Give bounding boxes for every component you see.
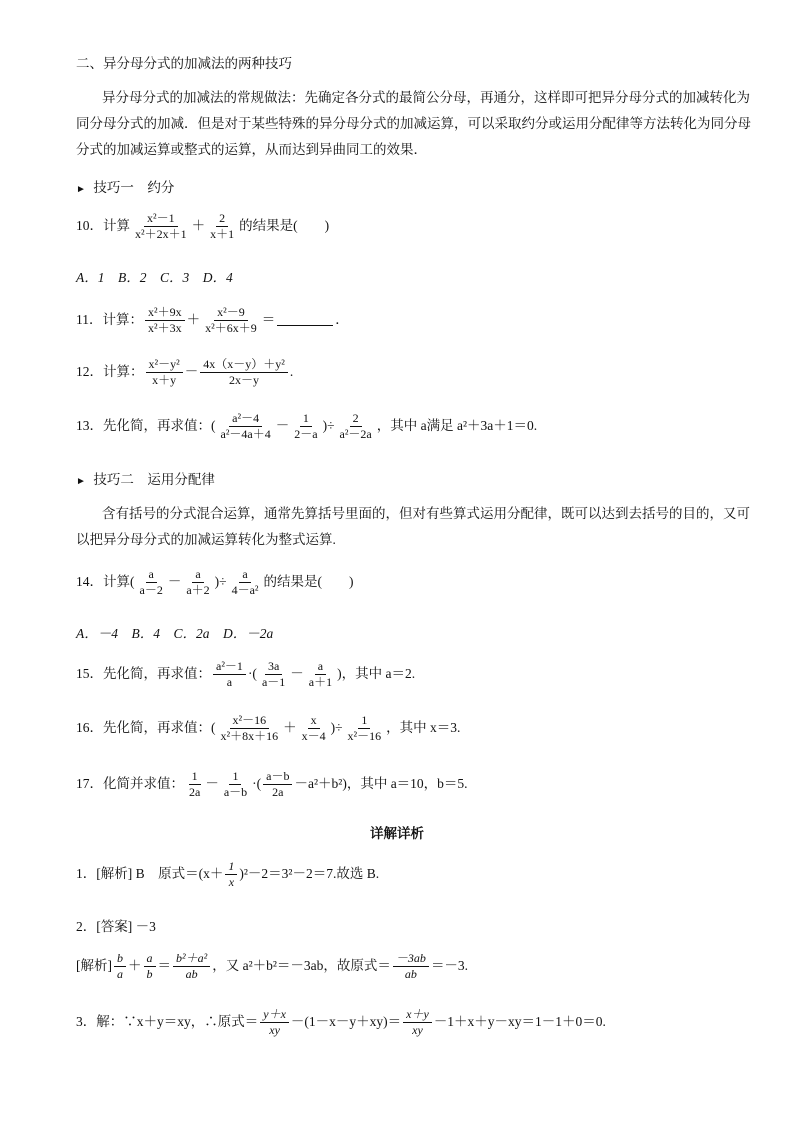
q17-f2-denominator: a－b — [223, 785, 248, 800]
triangle-bullet-icon: ► — [76, 184, 86, 195]
dist-line-1: 含有括号的分式混合运算，通常先算括号里面的，但对有些算式运用分配律，既可以达到去括号的目的，又可 — [102, 506, 750, 521]
q12-f2-numerator: 4x（x－y）＋y² — [200, 358, 288, 373]
q16-divide: )÷ — [330, 720, 343, 736]
a2b-operator: ＋ — [128, 958, 142, 974]
q11-fraction-1 — [145, 306, 185, 336]
q16-fraction-2 — [299, 714, 329, 744]
a3-prefix: 3．解：∵x＋y＝xy，∴原式＝ — [76, 1014, 259, 1030]
intro-line-1: 异分母分式的加减法的常规做法：先确定各分式的最简公分母，再通分，这样即可把异分母分式的加减转化为 — [102, 90, 750, 105]
q11-answer-blank — [277, 325, 333, 326]
answer-2 — [76, 915, 794, 935]
a3-f1-denominator: xy — [269, 1023, 280, 1038]
answers-title — [0, 822, 794, 842]
q16-prefix: 16．先化简，再求值：( — [76, 720, 216, 736]
q13-fraction-3 — [337, 412, 375, 442]
q13-operator: － — [275, 418, 290, 434]
q12-f1-denominator: x＋y — [152, 373, 177, 388]
a3-suffix: －1＋x＋y－xy＝1－1＋0＝0. — [433, 1014, 606, 1030]
q15-f2-numerator: 3a — [265, 660, 282, 675]
q14-fraction-2 — [183, 568, 212, 598]
q14-suffix: 的结果是( ) — [263, 574, 354, 590]
distributive-paragraph — [76, 501, 776, 553]
q11-f2-numerator: x²－9 — [214, 306, 248, 321]
q10-f1-denominator: x²＋2x＋1 — [135, 227, 187, 242]
q15-operator: － — [290, 666, 304, 682]
q13-f1-numerator: a²－4 — [229, 412, 262, 427]
q10-fraction-1 — [132, 212, 190, 242]
q13-fraction-2 — [291, 412, 320, 442]
q11-f1-numerator: x²＋9x — [145, 306, 185, 321]
q16-f3-numerator: 1 — [358, 714, 370, 729]
q10-prefix: 10．计算 — [76, 218, 130, 234]
q10-options-text: A．1 B．2 C．3 D．4 — [76, 270, 233, 285]
a3-f2-denominator: xy — [412, 1023, 423, 1038]
dist-line-2: 以把异分母分式的加减运算转化为整式运算. — [76, 532, 336, 547]
q17-fraction-1 — [186, 770, 203, 800]
question-12 — [76, 358, 794, 388]
q14-f2-numerator: a — [192, 568, 203, 583]
a2b-f4-numerator: －3ab — [393, 952, 429, 967]
q16-f2-denominator: x－4 — [301, 729, 326, 744]
question-10 — [76, 212, 794, 242]
a2b-f4-denominator: ab — [404, 967, 417, 982]
a3-fraction-1 — [260, 1008, 289, 1038]
q15-prefix: 15．先化简，再求值： — [76, 666, 211, 682]
q16-f1-denominator: x²＋8x＋16 — [220, 729, 279, 744]
a1-suffix: )²－2＝3²－2＝7.故选 B. — [239, 866, 380, 882]
a1-numerator: 1 — [225, 860, 237, 875]
section-title-text: 二、异分母分式的加减法的两种技巧 — [76, 56, 292, 71]
q15-f1-denominator: a — [226, 675, 233, 690]
question-14-options — [76, 622, 794, 642]
a2b-fraction-4 — [393, 952, 429, 982]
q14-f2-denominator: a＋2 — [186, 583, 210, 598]
a3-fraction-2 — [403, 1008, 432, 1038]
q10-f1-numerator: x²－1 — [144, 212, 178, 227]
a1-fraction — [225, 860, 237, 890]
q11-equals: ＝ — [261, 312, 276, 328]
q11-fraction-2 — [202, 306, 260, 336]
a1-denominator: x — [228, 875, 235, 890]
q10-f2-denominator: x＋1 — [210, 227, 235, 242]
q10-suffix: 的结果是( ) — [239, 218, 330, 234]
q13-f3-numerator: 2 — [350, 412, 362, 427]
q16-f1-numerator: x²－16 — [230, 714, 270, 729]
q12-end: . — [289, 364, 294, 380]
q11-f1-denominator: x²＋3x — [148, 321, 182, 336]
question-11 — [76, 306, 794, 336]
q13-f3-denominator: a²－2a — [339, 427, 372, 442]
q15-fraction-1 — [213, 660, 246, 690]
question-15 — [76, 660, 794, 690]
q11-f2-denominator: x²＋6x＋9 — [205, 321, 257, 336]
q15-f3-denominator: a＋1 — [308, 675, 333, 690]
q17-fraction-2 — [221, 770, 250, 800]
a2b-fraction-3 — [173, 952, 210, 982]
q12-fraction-2 — [200, 358, 288, 388]
q13-prefix: 13．先化简，再求值：( — [76, 418, 216, 434]
q15-f3-numerator: a — [315, 660, 326, 675]
a2b-middle: ，又 a²＋b²＝－3ab，故原式＝ — [212, 958, 391, 974]
answers-title-text: 详解详析 — [370, 826, 424, 841]
q17-f3-denominator: 2a — [272, 785, 284, 800]
q15-f1-numerator: a²－1 — [213, 660, 246, 675]
question-13 — [76, 412, 794, 442]
question-14 — [76, 568, 794, 598]
q15-suffix: )，其中 a＝2. — [337, 666, 416, 682]
q11-end: ． — [335, 312, 349, 328]
q12-fraction-1 — [146, 358, 183, 388]
a2b-f1-numerator: b — [114, 952, 126, 967]
answer-3 — [76, 1008, 794, 1038]
a2b-fraction-2 — [144, 952, 156, 982]
q14-fraction-3 — [229, 568, 262, 598]
q17-suffix: －a²＋b²)，其中 a＝10，b＝5. — [294, 776, 468, 792]
q14-divide: )÷ — [214, 574, 227, 590]
question-16 — [76, 714, 794, 744]
q13-f1-denominator: a²－4a＋4 — [220, 427, 271, 442]
q17-f3-numerator: a－b — [263, 770, 292, 785]
a3-f1-numerator: y＋x — [260, 1008, 289, 1023]
q15-fraction-2 — [259, 660, 288, 690]
a2b-f1-denominator: a — [117, 967, 123, 982]
triangle-bullet-icon: ► — [76, 476, 86, 487]
q13-f2-denominator: 2－a — [294, 427, 318, 442]
a3-f2-numerator: x＋y — [403, 1008, 432, 1023]
q10-operator: ＋ — [191, 218, 206, 234]
q13-fraction-1 — [218, 412, 274, 442]
a2b-f2-denominator: b — [146, 967, 153, 982]
q17-operator: － — [205, 776, 219, 792]
q11-prefix: 11．计算： — [76, 312, 143, 328]
q14-f3-denominator: 4－a² — [231, 583, 259, 598]
skill-one-heading — [76, 176, 794, 196]
q10-f2-numerator: 2 — [216, 212, 228, 227]
intro-paragraph — [76, 85, 776, 163]
q15-fraction-3 — [306, 660, 335, 690]
q14-f3-numerator: a — [239, 568, 250, 583]
skill-one-label: 技巧一 约分 — [93, 180, 175, 195]
skill-two-heading — [76, 468, 794, 488]
q10-fraction-2 — [207, 212, 237, 242]
a2-text: 2．[答案] －3 — [76, 919, 156, 934]
q14-options-text: A．－4 B．4 C．2a D．－2a — [76, 626, 274, 641]
q13-suffix: ，其中 a满足 a²＋3a＋1＝0. — [376, 418, 538, 434]
q12-f1-numerator: x²－y² — [146, 358, 183, 373]
question-10-options — [76, 266, 794, 286]
q13-divide: )÷ — [322, 418, 335, 434]
q14-prefix: 14．计算( — [76, 574, 135, 590]
q16-f3-denominator: x²－16 — [347, 729, 382, 744]
q14-fraction-1 — [137, 568, 166, 598]
q14-operator: － — [167, 574, 182, 590]
a2b-f2-numerator: a — [144, 952, 156, 967]
q16-fraction-1 — [218, 714, 282, 744]
q13-f2-numerator: 1 — [300, 412, 312, 427]
a2b-prefix: [解析] — [76, 958, 112, 974]
a1-prefix: 1．[解析] B 原式＝(x＋ — [76, 866, 224, 882]
q17-f2-numerator: 1 — [229, 770, 241, 785]
q17-f1-denominator: 2a — [189, 785, 201, 800]
q14-f1-denominator: a－2 — [139, 583, 163, 598]
q16-f2-numerator: x — [308, 714, 320, 729]
a2b-fraction-1 — [114, 952, 126, 982]
section-title — [76, 52, 794, 72]
a2b-f3-numerator: b²＋a² — [173, 952, 210, 967]
q11-operator: ＋ — [186, 312, 201, 328]
q12-f2-denominator: 2x－y — [229, 373, 260, 388]
intro-line-3: 分式的加减运算或整式的运算，从而达到异曲同工的效果． — [76, 142, 427, 157]
q17-fraction-3 — [263, 770, 292, 800]
answer-1 — [76, 860, 794, 890]
intro-line-2: 同分母分式的加减．但是对于某些特殊的异分母分式的加减运算，可以采取约分或运用分配律等方法转化为同分母 — [76, 116, 751, 131]
a2b-equals: ＝ — [157, 958, 171, 974]
q14-f1-numerator: a — [146, 568, 157, 583]
skill-two-label: 技巧二 运用分配律 — [93, 472, 215, 487]
q16-fraction-3 — [345, 714, 385, 744]
q17-dot: ·( — [252, 776, 262, 792]
q12-prefix: 12．计算： — [76, 364, 144, 380]
q17-f1-numerator: 1 — [189, 770, 201, 785]
q16-operator: ＋ — [283, 720, 297, 736]
q15-dot: ·( — [247, 666, 257, 682]
q15-f2-denominator: a－1 — [261, 675, 286, 690]
q12-operator: － — [184, 364, 199, 380]
question-17 — [76, 770, 794, 800]
q16-suffix: ，其中 x＝3. — [386, 720, 461, 736]
a2b-f3-denominator: ab — [185, 967, 198, 982]
answer-2-explanation — [76, 952, 794, 982]
a3-middle: －(1－x－y＋xy)＝ — [290, 1014, 402, 1030]
a2b-suffix: ＝－3. — [430, 958, 469, 974]
q17-prefix: 17．化简并求值： — [76, 776, 184, 792]
